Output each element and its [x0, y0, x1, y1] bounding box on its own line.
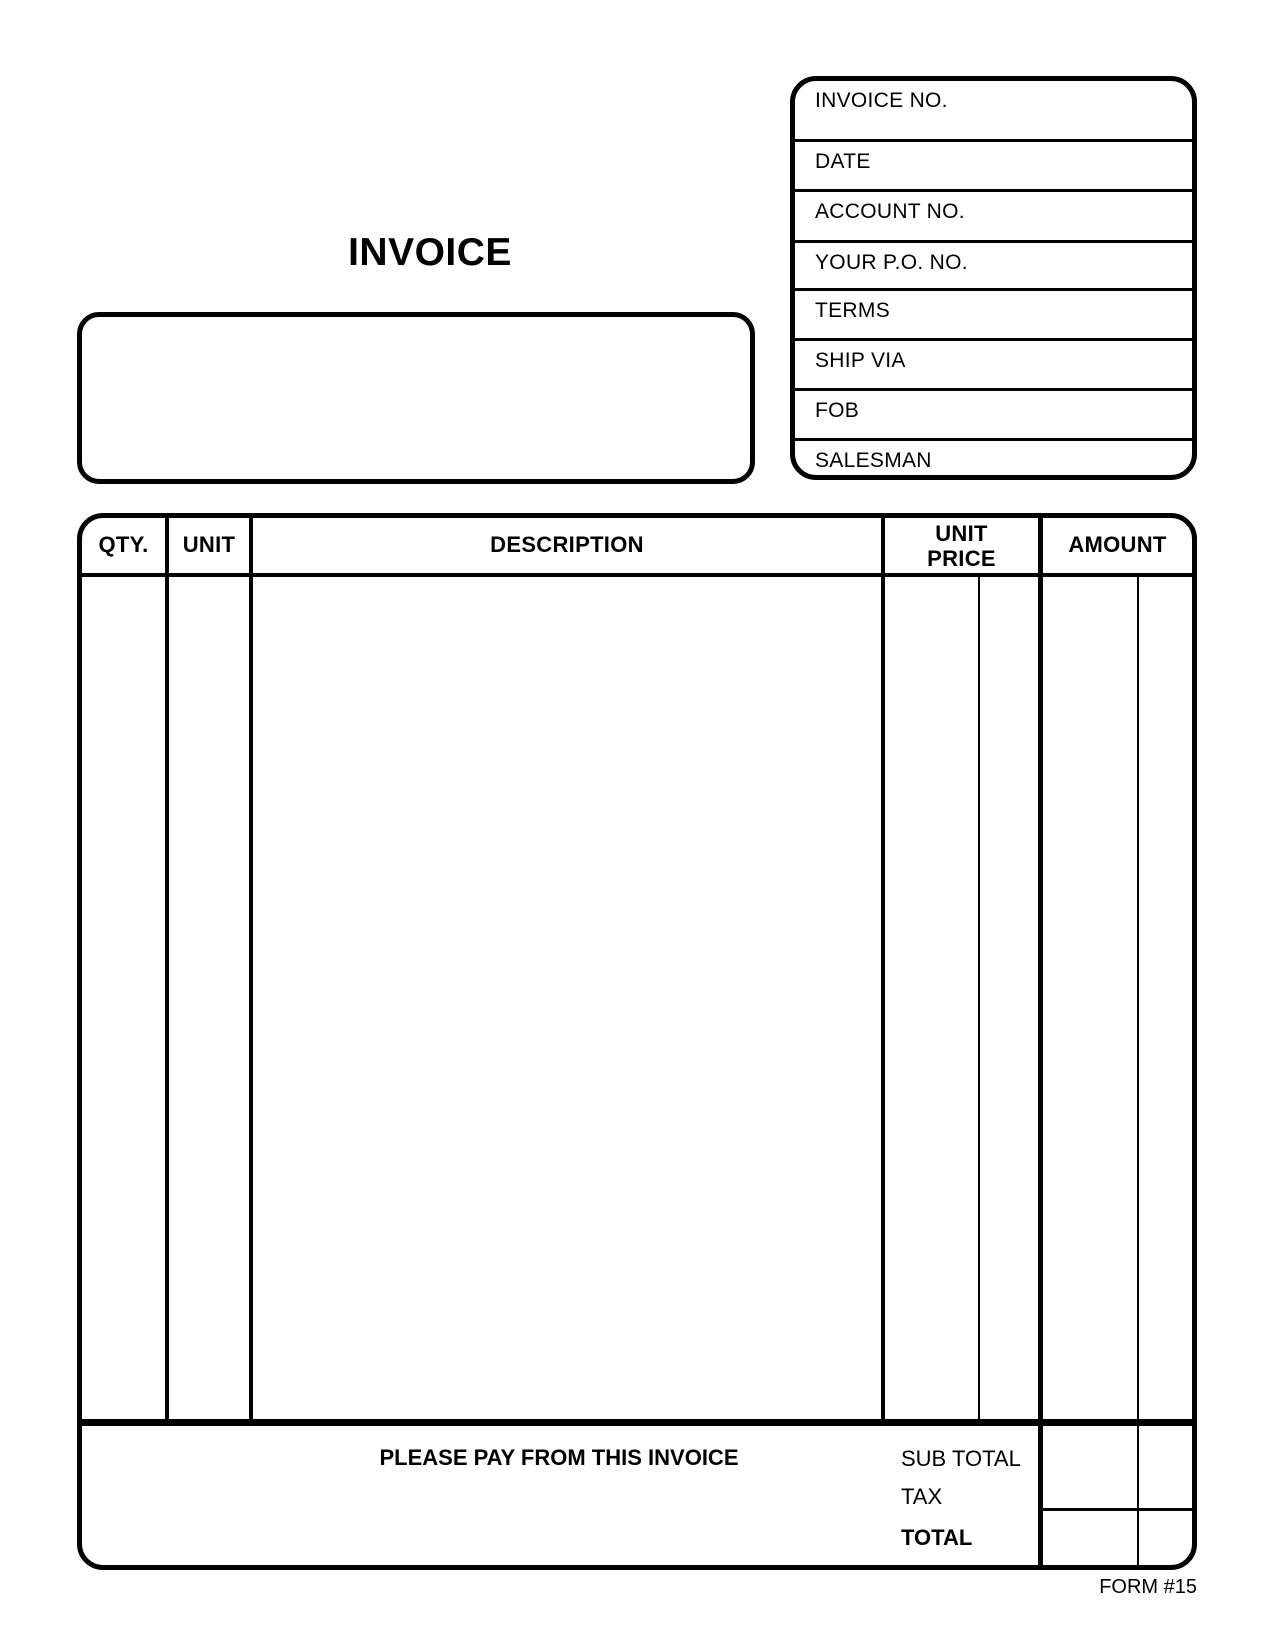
sub-total-label: SUB TOTAL: [901, 1446, 1021, 1471]
terms-field[interactable]: [795, 288, 1192, 338]
ship-via-label: SHIP VIA: [815, 349, 906, 372]
unit-column-header: UNIT: [182, 532, 236, 557]
account-no-field[interactable]: [795, 189, 1192, 240]
date-label: DATE: [815, 150, 871, 173]
description-column-header: DESCRIPTION: [490, 532, 644, 557]
line-items-table: [77, 513, 1197, 1570]
tax-label: TAX: [901, 1484, 943, 1509]
qty-column-header: QTY.: [98, 532, 149, 557]
form-title: INVOICE: [348, 231, 512, 274]
invoice-meta-box: [790, 76, 1197, 480]
form-number: FORM #15: [1099, 1576, 1197, 1598]
unit-price-column-header: [885, 521, 1038, 571]
bill-to-address-box[interactable]: [77, 312, 755, 484]
footer-separator-line: [82, 1419, 1192, 1426]
po-no-field[interactable]: [795, 240, 1192, 288]
pay-message: PLEASE PAY FROM THIS INVOICE: [379, 1445, 739, 1470]
date-field[interactable]: [795, 139, 1192, 189]
po-no-label: YOUR P.O. NO.: [815, 251, 968, 274]
invoice-no-field[interactable]: [795, 81, 1192, 139]
salesman-label: SALESMAN: [815, 449, 932, 472]
total-amount-cell[interactable]: [1043, 1511, 1192, 1565]
salesman-field[interactable]: [795, 438, 1192, 475]
total-label: TOTAL: [901, 1525, 973, 1550]
account-no-label: ACCOUNT NO.: [815, 200, 965, 223]
line-items-area[interactable]: [82, 577, 1192, 1419]
unit-price-header-line2: PRICE: [927, 546, 996, 571]
unit-price-header-line1: UNIT: [935, 521, 988, 546]
fob-label: FOB: [815, 399, 860, 422]
terms-label: TERMS: [815, 299, 890, 322]
amount-column-header: AMOUNT: [1068, 532, 1167, 557]
invoice-no-label: INVOICE NO.: [815, 89, 948, 112]
ship-via-field[interactable]: [795, 338, 1192, 388]
fob-field[interactable]: [795, 388, 1192, 438]
subtotal-tax-amount-cell[interactable]: [1043, 1426, 1192, 1508]
